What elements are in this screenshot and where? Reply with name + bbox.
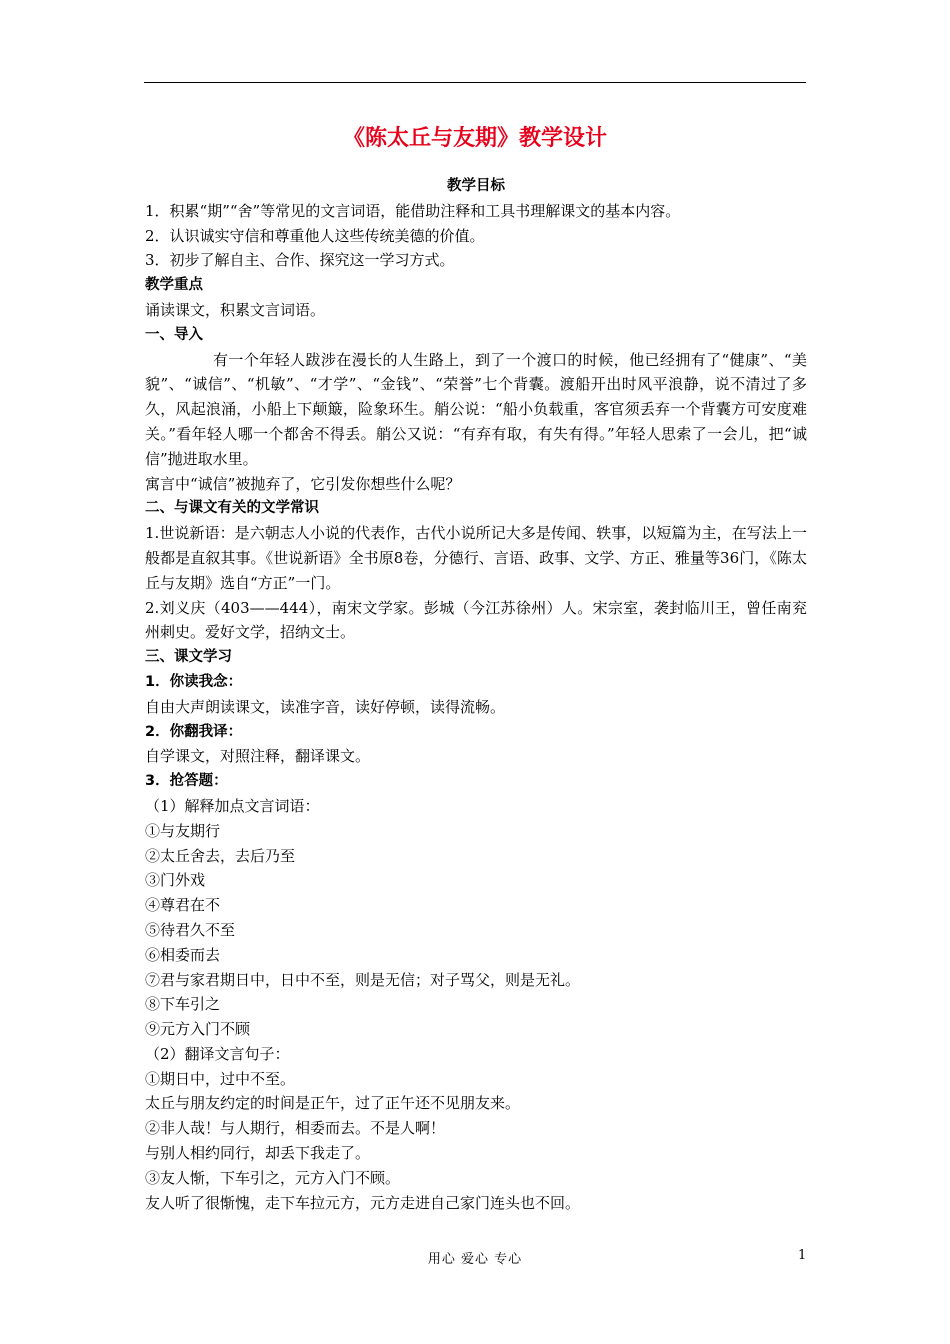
- sentence-1: ①期日中，过中不至。: [145, 1069, 296, 1088]
- sentence-3: ③友人惭，下车引之，元方入门不顾。: [145, 1168, 401, 1187]
- section-heading-intro: 一、导入: [145, 326, 203, 343]
- intro-story: 有一个年轻人跋涉在漫长的人生路上，到了一个渡口的时候，他已经拥有了“健康”、“美貌”、“诚信”、“机敏”、“才学”、“金钱”、“荣誉”七个背囊。渡船开出时风平浪静，说不清过了多久，风起浪涌，小船上下颠簸，险象环生。艄公说：“船小负载重，客官须丢弃一个背囊方可安度难关。”看年轻人哪一个都舍不得丢。艄公又说：“有弃有取，有失有得。”年轻人思索了一会儿，把“诚信”抛进取水里。: [145, 350, 807, 468]
- focus-text: 诵读课文，积累文言词语。: [145, 300, 326, 319]
- read-instruction: 自由大声朗读课文，读准字音，读好停顿，读得流畅。: [145, 697, 506, 716]
- quiz-word-4: ④尊君在不: [145, 896, 221, 915]
- quiz-word-1: ①与友期行: [145, 821, 221, 840]
- quiz-word-8: ⑧下车引之: [145, 995, 221, 1014]
- subheading-quiz: 3．抢答题：: [145, 773, 228, 790]
- quiz-word-2: ②太丘舍去，去后乃至: [145, 846, 296, 865]
- quiz-part-1-heading: （1）解释加点文言词语：: [145, 796, 320, 815]
- objective-3: 3．初步了解自主、合作、探究这一学习方式。: [145, 251, 455, 270]
- header-rule: [144, 82, 806, 83]
- document-body: [145, 174, 807, 1215]
- quiz-word-3: ③门外戏: [145, 871, 206, 890]
- objective-2: 2．认识诚实守信和尊重他人这些传统美德的价值。: [145, 226, 485, 245]
- footer-motto: 用心 爱心 专心: [427, 1252, 523, 1267]
- section-heading-focus: 教学重点: [145, 277, 203, 294]
- sentence-2-translation: 与别人相约同行，却丢下我走了。: [145, 1144, 371, 1163]
- section-heading-objectives: 教学目标: [447, 178, 505, 194]
- literature-item-2: 2.刘义庆（403——444），南宋文学家。彭城（今江苏徐州）人。宋宗室，袭封临川王，曾任南兖州刺史。爱好文学，招纳文士。: [145, 598, 807, 642]
- quiz-word-9: ⑨元方入门不顾: [145, 1020, 251, 1039]
- quiz-word-5: ⑤待君久不至: [145, 920, 236, 939]
- section-heading-literature: 二、与课文有关的文学常识: [145, 500, 319, 517]
- literature-item-1: 1.世说新语：是六朝志人小说的代表作，古代小说所记大多是传闻、轶事，以短篇为主，在写法上一般都是直叙其事。《世说新语》全书原8卷，分德行、言语、政事、文学、方正、雅量等36门，《陈太丘与友期》选自“方正”一门。: [145, 524, 807, 592]
- subheading-translate: 2．你翻我译：: [145, 723, 243, 740]
- intro-question: 寓言中“诚信”被抛弃了，它引发你想些什么呢？: [145, 474, 461, 493]
- subheading-read: 1．你读我念：: [145, 673, 243, 690]
- section-heading-study: 三、课文学习: [145, 649, 232, 666]
- quiz-word-7: ⑦君与家君期日中，日中不至，则是无信；对子骂父，则是无礼。: [145, 970, 581, 989]
- quiz-word-6: ⑥相委而去: [145, 945, 221, 964]
- sentence-2: ②非人哉！与人期行，相委而去。不是人啊！: [145, 1119, 446, 1138]
- quiz-part-2-heading: （2）翻译文言句子：: [145, 1044, 290, 1063]
- objective-1: 1．积累“期”“舍”等常见的文言词语，能借助注释和工具书理解课文的基本内容。: [145, 201, 681, 220]
- page-number: 1: [798, 1248, 807, 1263]
- sentence-1-translation: 太丘与朋友约定的时间是正午，过了正午还不见朋友来。: [145, 1094, 521, 1113]
- document-title: 《陈太丘与友期》教学设计: [342, 126, 607, 151]
- translate-instruction: 自学课文，对照注释，翻译课文。: [145, 747, 371, 766]
- sentence-3-translation: 友人听了很惭愧，走下车拉元方，元方走进自己家门连头也不回。: [145, 1193, 581, 1212]
